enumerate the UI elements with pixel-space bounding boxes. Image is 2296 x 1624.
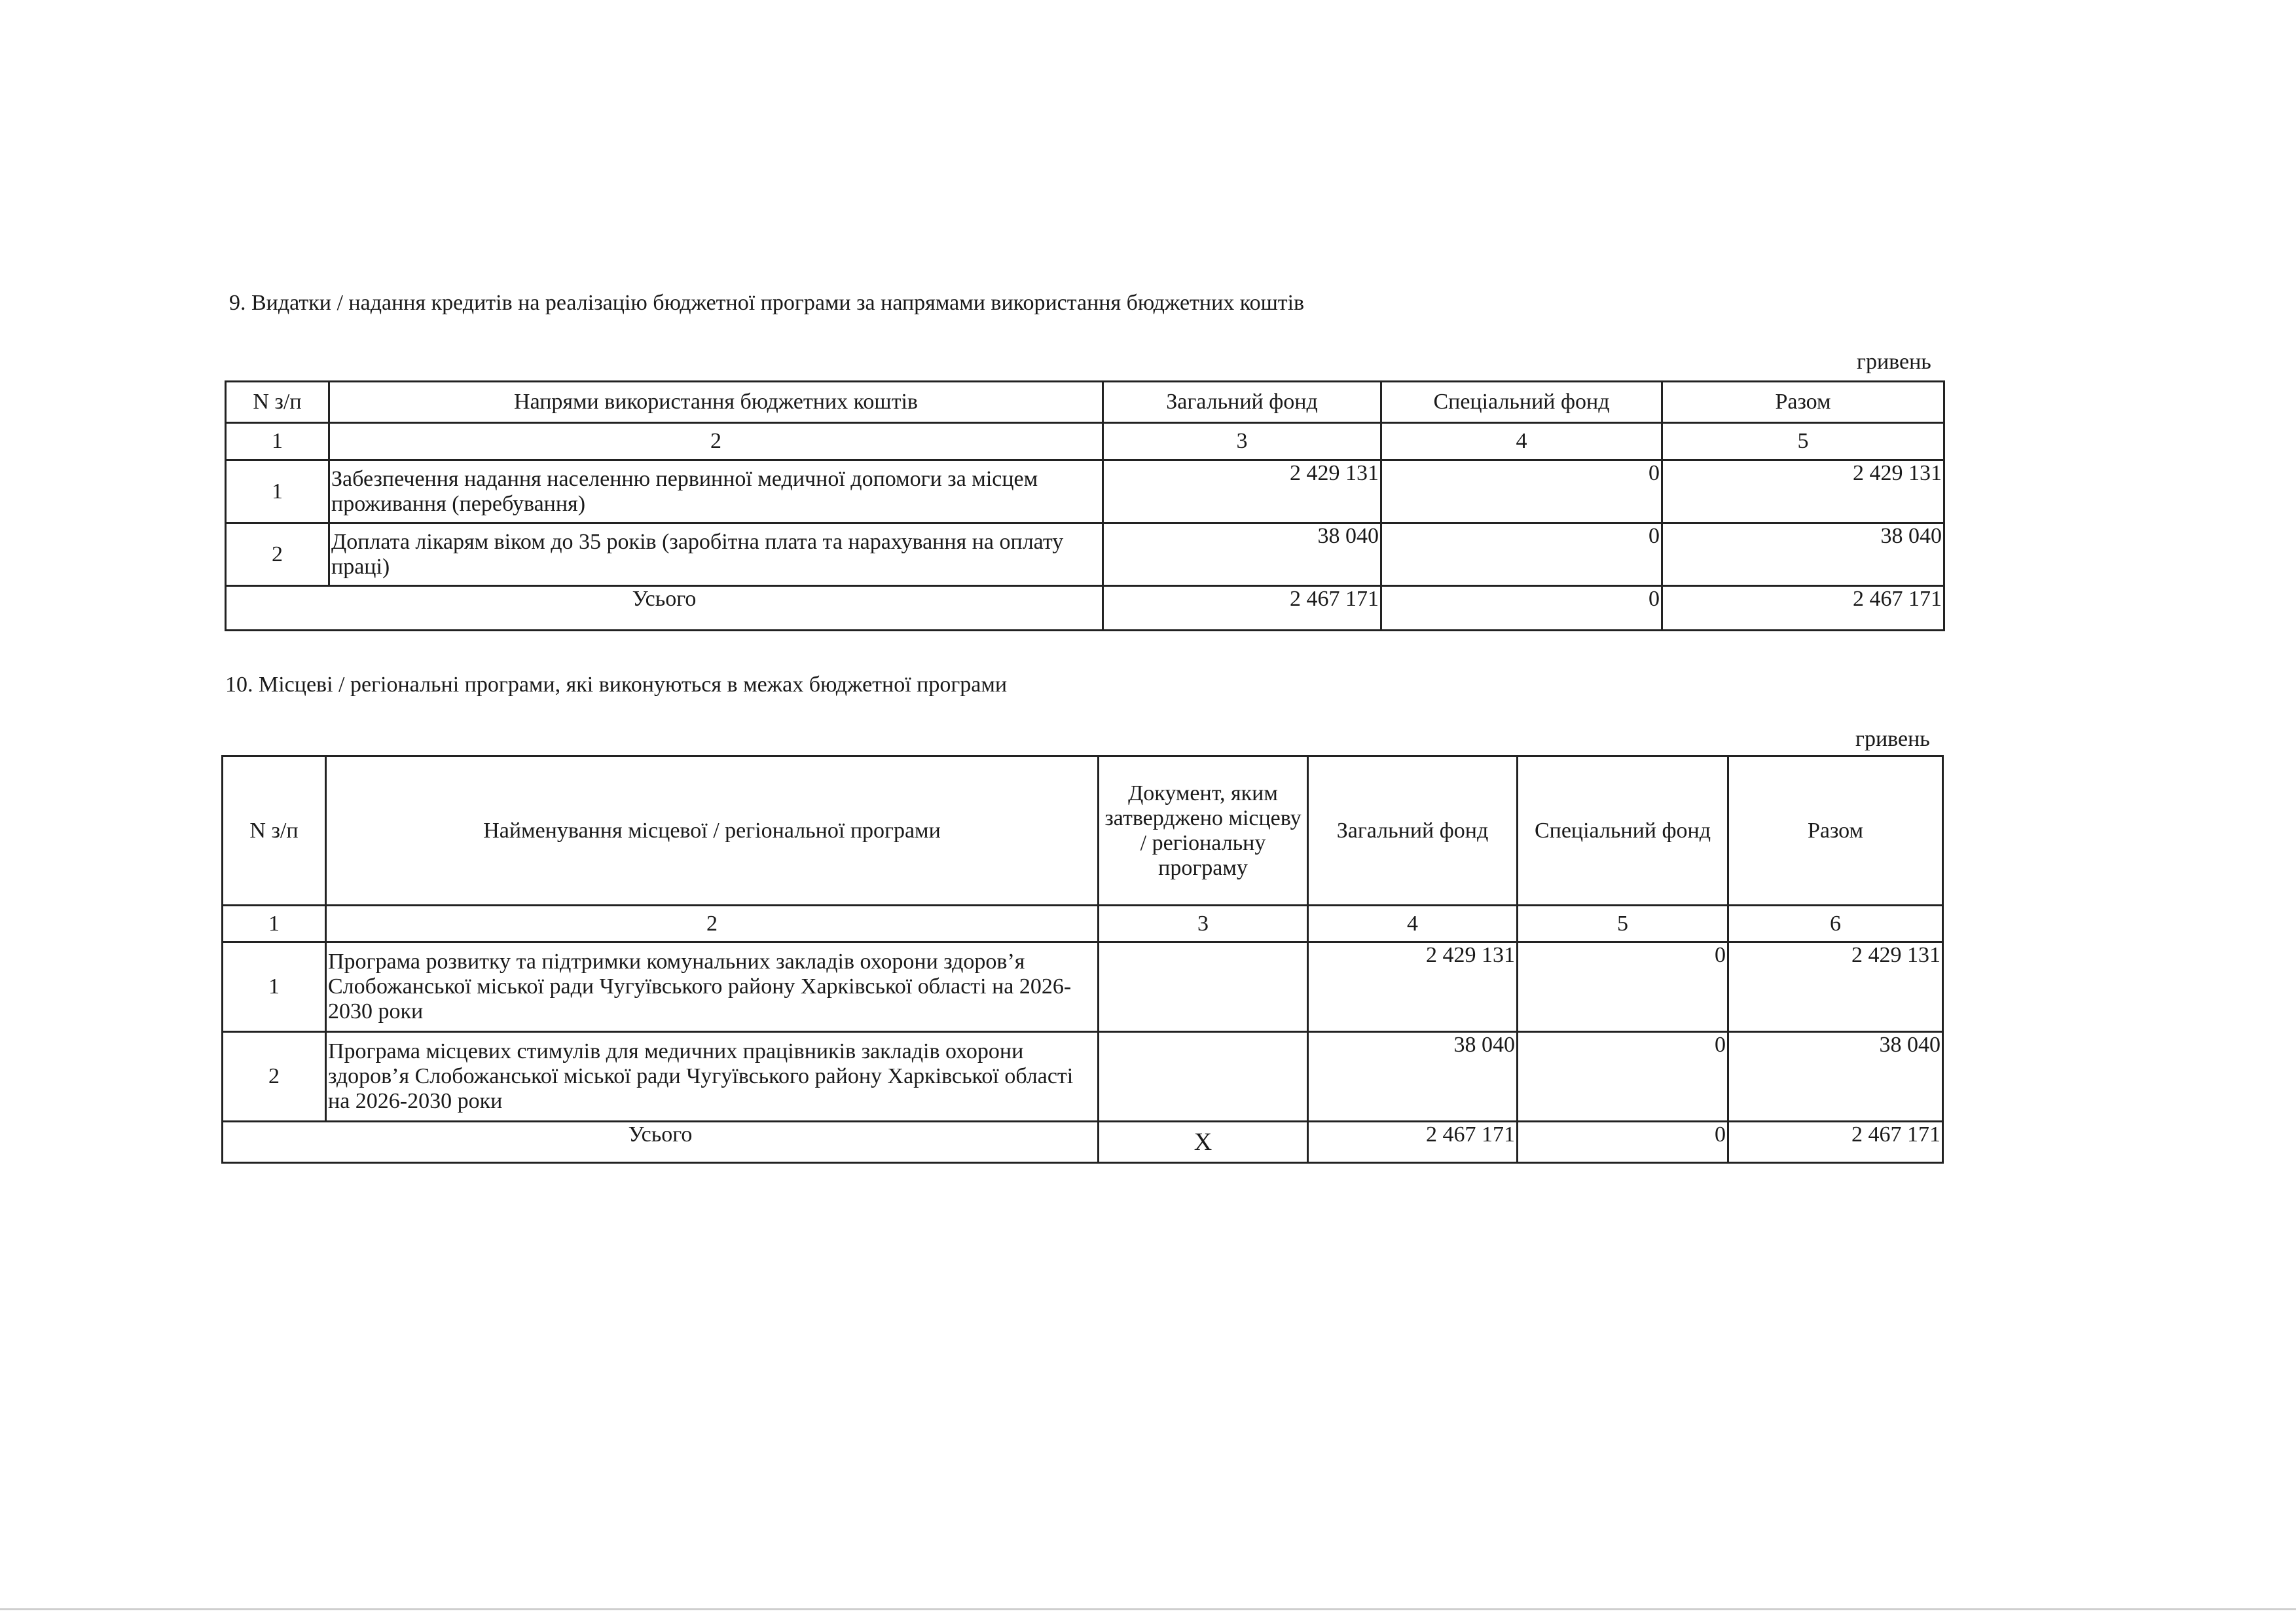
header-total: Разом — [1728, 756, 1943, 906]
column-number: 3 — [1099, 906, 1308, 942]
header-general-fund: Загальний фонд — [1103, 382, 1381, 423]
column-number-row — [226, 423, 1944, 460]
summary-label: Усього — [223, 1122, 1099, 1163]
section-9-unit: гривень — [1857, 350, 1931, 374]
column-number: 2 — [326, 906, 1099, 942]
row-general-fund: 2 429 131 — [1308, 942, 1518, 1032]
column-number: 4 — [1381, 423, 1662, 460]
header-special-fund: Спеціальний фонд — [1518, 756, 1728, 906]
header-num: N з/п — [226, 382, 329, 423]
table-header-row — [226, 382, 1944, 423]
column-number: 5 — [1662, 423, 1944, 460]
section-10-heading: 10. Місцеві / регіональні програми, які виконуються в межах бюджетної програми — [225, 673, 1008, 697]
column-number: 1 — [226, 423, 329, 460]
row-total: 38 040 — [1728, 1032, 1943, 1122]
row-direction: Доплата лікарям віком до 35 років (заробітна плата та нарахування на оплату праці) — [329, 523, 1103, 586]
table-row — [226, 460, 1944, 523]
section-10-unit: гривень — [1855, 727, 1930, 751]
column-number: 2 — [329, 423, 1103, 460]
row-num: 2 — [226, 523, 329, 586]
summary-document-mark: Х — [1099, 1122, 1308, 1163]
row-num: 2 — [223, 1032, 326, 1122]
summary-total: 2 467 171 — [1728, 1122, 1943, 1163]
row-general-fund: 38 040 — [1103, 523, 1381, 586]
header-general-fund: Загальний фонд — [1308, 756, 1518, 906]
section-9-heading: 9. Видатки / надання кредитів на реалізацію бюджетної програми за напрямами використання бюджетних коштів — [229, 291, 1305, 315]
header-special-fund: Спеціальний фонд — [1381, 382, 1662, 423]
row-document — [1099, 942, 1308, 1032]
row-general-fund: 38 040 — [1308, 1032, 1518, 1122]
row-num: 1 — [226, 460, 329, 523]
summary-general-fund: 2 467 171 — [1103, 586, 1381, 631]
summary-special-fund: 0 — [1381, 586, 1662, 631]
column-number: 6 — [1728, 906, 1943, 942]
column-number: 3 — [1103, 423, 1381, 460]
row-direction: Забезпечення надання населенню первинної медичної допомоги за місцем проживання (перебування) — [329, 460, 1103, 523]
summary-row — [223, 1122, 1943, 1163]
row-document — [1099, 1032, 1308, 1122]
summary-row — [226, 586, 1944, 631]
header-total: Разом — [1662, 382, 1944, 423]
table-header-row — [223, 756, 1943, 906]
local-programs-table — [221, 755, 1944, 1164]
summary-total: 2 467 171 — [1662, 586, 1944, 631]
table-row — [223, 942, 1943, 1032]
row-special-fund: 0 — [1381, 523, 1662, 586]
column-number-row — [223, 906, 1943, 942]
row-special-fund: 0 — [1518, 942, 1728, 1032]
column-number: 1 — [223, 906, 326, 942]
header-direction: Напрями використання бюджетних коштів — [329, 382, 1103, 423]
column-number: 5 — [1518, 906, 1728, 942]
row-num: 1 — [223, 942, 326, 1032]
row-special-fund: 0 — [1381, 460, 1662, 523]
table-row — [223, 1032, 1943, 1122]
summary-general-fund: 2 467 171 — [1308, 1122, 1518, 1163]
row-program-name: Програма розвитку та підтримки комунальних закладів охорони здоров’я Слобожанської міської ради Чугуївського району Харківської області на 2026-2030 роки — [326, 942, 1099, 1032]
row-general-fund: 2 429 131 — [1103, 460, 1381, 523]
expenses-by-direction-table — [225, 380, 1945, 631]
row-total: 2 429 131 — [1662, 460, 1944, 523]
summary-label: Усього — [226, 586, 1103, 631]
header-program-name: Найменування місцевої / регіональної програми — [326, 756, 1099, 906]
column-number: 4 — [1308, 906, 1518, 942]
row-special-fund: 0 — [1518, 1032, 1728, 1122]
row-program-name: Програма місцевих стимулів для медичних працівників закладів охорони здоров’я Слобожанської міської ради Чугуївського району Харківської області на 2026-2030 роки — [326, 1032, 1099, 1122]
table-row — [226, 523, 1944, 586]
header-num: N з/п — [223, 756, 326, 906]
row-total: 2 429 131 — [1728, 942, 1943, 1032]
scan-edge-line — [0, 1608, 2296, 1610]
header-document: Документ, яким затверджено місцеву / регіональну програму — [1099, 756, 1308, 906]
summary-special-fund: 0 — [1518, 1122, 1728, 1163]
row-total: 38 040 — [1662, 523, 1944, 586]
